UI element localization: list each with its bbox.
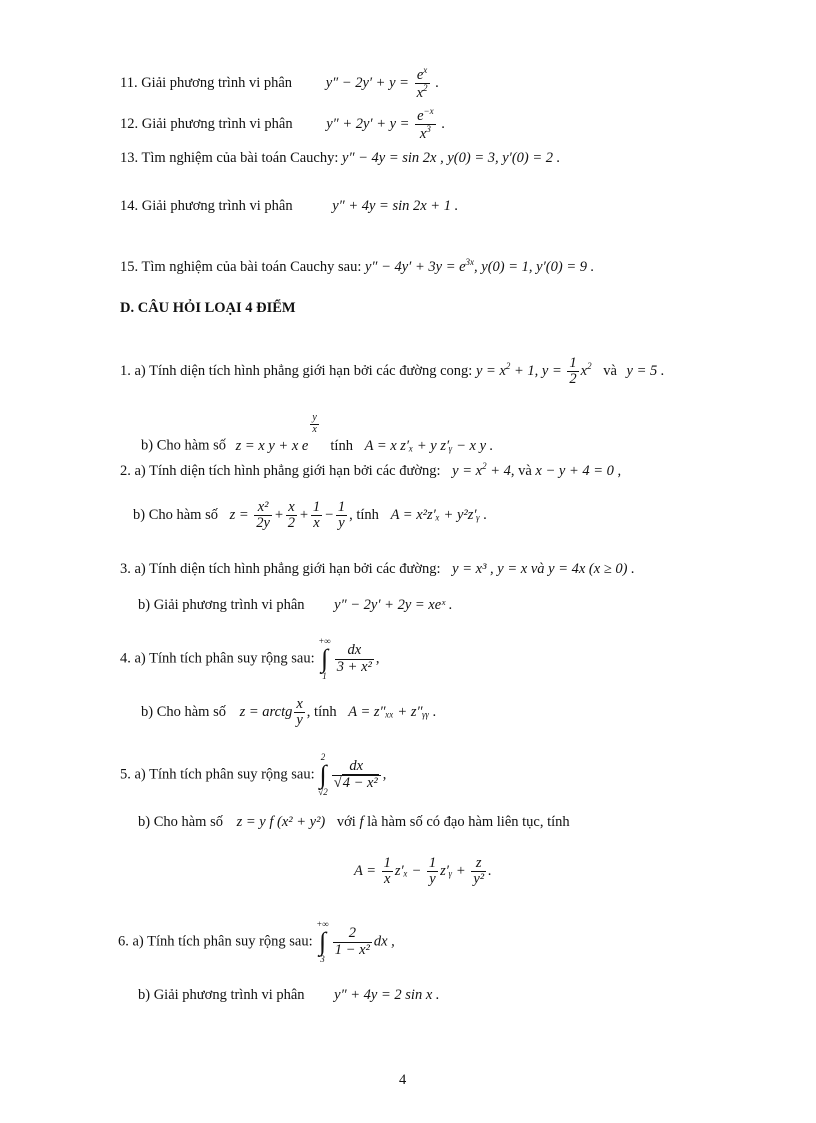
fraction: $\frac{e^{-x}}{x^3}$ [417,106,434,142]
question-text: 4. a) Tính tích phân suy rộng sau: [120,650,315,667]
equation: y″ + 2y′ + y = [326,115,414,132]
question-6b: b) Giải phương trình vi phân y″ + 4y = 2 sin x . [138,987,440,1003]
problem-c13 [120,150,560,167]
question-text: b) Cho hàm số [141,704,226,721]
problem-label: 11. Giải phương trình vi phân [120,74,293,91]
question-2b: b) Cho hàm số z = $\frac{\text{x²}}{2y}$ + $\frac{x}{2}$ + $\frac{1}{x}$ − $\frac{1}{y}$ , tính A = x²z′ₓ + y²z′ᵧ . [133,499,488,532]
equation: $y'' - 4y' + 3y = e^{3x}$, y(0) = 1, y′(0) = 9 . [364,257,595,275]
question-text: b) Cho hàm số [141,437,226,454]
question-text: 5. a) Tính tích phân suy rộng sau: [120,766,315,783]
question-text: 6. a) Tính tích phân suy rộng sau: [118,933,313,950]
problem-label: 13. Tìm nghiệm của bài toán Cauchy: [120,150,339,166]
question-4a: 4. a) Tính tích phân suy rộng sau: +∞ ∫ 1 $\frac{dx}{\text{3 + x²}}$ , [120,636,380,681]
equation: y″ + 4y = sin 2x + 1 . [332,198,459,214]
question-1a: 1. a) Tính diện tích hình phẳng giới hạn bởi các đường cong: $y = x^2 + 1$, y = $\frac{1}{2}$ $x^2$ và y = 5 . [120,355,665,388]
question-text: b) Cho hàm số [133,507,218,524]
question-text: b) Giải phương trình vi phân [138,987,305,1003]
problem-c14 [120,198,458,215]
problem-c11: 11. Giải phương trình vi phân y″ − 2y′ + y = $\frac{e^x}{x^2}$ . [120,65,439,101]
problem-c15 [120,257,594,276]
question-2a: 2. a) Tính diện tích hình phẳng giới hạn bởi các đường: $y = x^2 + 4$, và x − y + 4 = 0 , [120,461,622,479]
question-6a: 6. a) Tính tích phân suy rộng sau: +∞ ∫ 3 $\frac{2}{\text{1 − x²}}$ dx , [118,919,395,964]
question-5a: 5. a) Tính tích phân suy rộng sau: 2 ∫ √2 $\frac{dx}{\text{√4 − x²}}$ , [120,752,387,797]
problem-c12: 12. Giải phương trình vi phân y″ + 2y′ + y = $\frac{e^{-x}}{x^3}$ . [120,106,445,142]
page-number: 4 [399,1072,407,1088]
problem-label: 14. Giải phương trình vi phân [120,198,293,214]
question-text: 3. a) Tính diện tích hình phẳng giới hạn bởi các đường: [120,561,441,577]
section-d-title: D. CÂU HỎI LOẠI 4 ĐIỂM [120,300,296,316]
question-text: 1. a) Tính diện tích hình phẳng giới hạn bởi các đường cong: [120,363,473,380]
question-3b: b) Giải phương trình vi phân y″ − 2y′ + 2y = xeˣ . [138,597,453,613]
fraction: $\frac{e^x}{x^2}$ [416,65,428,101]
question-3a: 3. a) Tính diện tích hình phẳng giới hạn bởi các đường: y = x³ , y = x và y = 4x (x ≥ 0) . [120,561,635,577]
question-text: b) Cho hàm số [138,814,223,830]
problem-label: 12. Giải phương trình vi phân [120,115,293,132]
integral-sign: +∞ ∫ 1 [318,636,331,681]
question-5-formula: A = $\frac{1}{x}$ z′ₓ − $\frac{1}{y}$ z′ᵧ + $\frac{z}{\text{y²}}$ . [354,855,492,888]
question-1b: b) Cho hàm số z = x y + x e $\frac{y}{x}$ tính A = x z′ₓ + y z′ᵧ − x y . [141,412,494,454]
question-5b: b) Cho hàm số z = y f (x² + y²) với f là hàm số có đạo hàm liên tục, tính [138,814,570,830]
equation: y″ − 4y = sin 2x , y(0) = 3, y′(0) = 2 . [342,150,561,166]
equation: y″ − 2y′ + y = [325,74,413,91]
problem-label: 15. Tìm nghiệm của bài toán Cauchy sau: [120,258,362,275]
integral-sign: +∞ ∫ 3 [316,919,329,964]
question-4b: b) Cho hàm số z = arctg $\frac{x}{y}$ , tính A = z″ₓₓ + z″ᵧᵧ . [141,696,437,729]
question-text: b) Giải phương trình vi phân [138,597,305,613]
question-text: 2. a) Tính diện tích hình phẳng giới hạn bởi các đường: [120,462,441,479]
integral-sign: 2 ∫ √2 [318,752,328,797]
